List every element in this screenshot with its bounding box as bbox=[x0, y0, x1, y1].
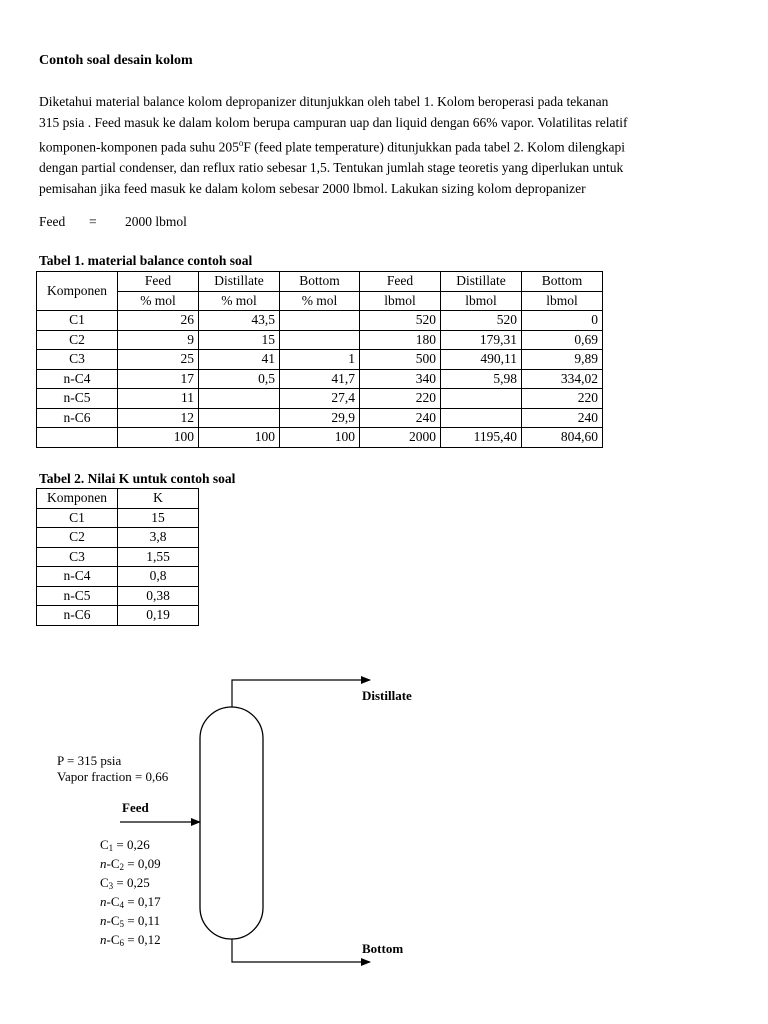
value-cell: 240 bbox=[360, 408, 441, 428]
table-row bbox=[37, 528, 199, 548]
k-value-cell: 15 bbox=[118, 508, 199, 528]
unit-header: % mol bbox=[280, 291, 360, 311]
value-cell: 0 bbox=[522, 311, 603, 331]
composition-prefix: n bbox=[100, 913, 107, 928]
table2-caption: Tabel 2. Nilai K untuk contoh soal bbox=[39, 471, 236, 486]
paragraph-line bbox=[39, 133, 729, 158]
composition-item bbox=[100, 932, 161, 951]
feed-amount bbox=[39, 214, 187, 230]
component-cell: n-C6 bbox=[37, 606, 118, 626]
feed-label: Feed bbox=[39, 214, 66, 229]
value-cell: 43,5 bbox=[199, 311, 280, 331]
equals-sign: = bbox=[89, 214, 97, 229]
composition-sub: 5 bbox=[119, 919, 124, 929]
paragraph-line: dengan partial condenser, dan reflux ratio sebesar 1,5. Tentukan jumlah stage teoretis yang diperlukan untuk bbox=[39, 160, 624, 175]
component-cell: n-C4 bbox=[37, 369, 118, 389]
distillation-column bbox=[200, 707, 263, 939]
value-cell: 240 bbox=[522, 408, 603, 428]
column-header: Bottom bbox=[280, 272, 360, 292]
degree-sign: o bbox=[238, 138, 244, 148]
table-row bbox=[37, 428, 603, 448]
unit-header: lbmol bbox=[522, 291, 603, 311]
table1-caption: Tabel 1. material balance contoh soal bbox=[39, 253, 253, 268]
composition-base: -C bbox=[106, 913, 120, 928]
column-header: Distillate bbox=[199, 272, 280, 292]
component-cell: C1 bbox=[37, 311, 118, 331]
composition-item bbox=[100, 913, 161, 932]
material-balance-table bbox=[36, 271, 603, 448]
composition-base: -C bbox=[106, 856, 120, 871]
unit-header: % mol bbox=[118, 291, 199, 311]
value-cell: 500 bbox=[360, 350, 441, 370]
component-cell: C3 bbox=[37, 547, 118, 567]
component-cell: n-C6 bbox=[37, 408, 118, 428]
composition-sub: 1 bbox=[108, 843, 114, 853]
value-cell bbox=[280, 330, 360, 350]
value-cell: 520 bbox=[360, 311, 441, 331]
page-title: Contoh soal desain kolom bbox=[39, 53, 193, 68]
table-row bbox=[37, 606, 199, 626]
column-header: Komponen bbox=[37, 489, 118, 509]
composition-base: C bbox=[100, 875, 109, 890]
composition-value: = 0,12 bbox=[124, 932, 161, 947]
composition-sub: 6 bbox=[119, 938, 124, 948]
k-value-table bbox=[36, 488, 199, 626]
paragraph-text: komponen-komponen pada suhu 205 bbox=[39, 139, 239, 155]
value-cell: 9 bbox=[118, 330, 199, 350]
value-cell: 220 bbox=[360, 389, 441, 409]
value-cell: 0,5 bbox=[199, 369, 280, 389]
value-cell: 41,7 bbox=[280, 369, 360, 389]
unit-header: lbmol bbox=[441, 291, 522, 311]
composition-prefix: n bbox=[100, 856, 107, 871]
composition-value: = 0,26 bbox=[113, 837, 150, 852]
value-cell: 490,11 bbox=[441, 350, 522, 370]
value-cell: 25 bbox=[118, 350, 199, 370]
bottom-label: Bottom bbox=[362, 941, 404, 956]
composition-item bbox=[100, 894, 161, 913]
composition-item bbox=[100, 837, 161, 856]
vapor-fraction-label: Vapor fraction = 0,66 bbox=[57, 769, 169, 784]
komponen-header: Komponen bbox=[37, 272, 118, 311]
value-cell: 15 bbox=[199, 330, 280, 350]
composition-item bbox=[100, 875, 161, 894]
column-header: Feed bbox=[118, 272, 199, 292]
value-cell: 1195,40 bbox=[441, 428, 522, 448]
composition-sub: 3 bbox=[108, 881, 114, 891]
value-cell: 1 bbox=[280, 350, 360, 370]
composition-value: = 0,09 bbox=[124, 856, 161, 871]
paragraph-line: Diketahui material balance kolom depropanizer ditunjukkan oleh tabel 1. Kolom beroperasi pada tekanan bbox=[39, 94, 609, 109]
unit-header: % mol bbox=[199, 291, 280, 311]
value-cell bbox=[280, 311, 360, 331]
paragraph-text: F (feed plate temperature) ditunjukkan pada tabel 2. Kolom dilengkapi bbox=[243, 139, 625, 155]
value-cell: 520 bbox=[441, 311, 522, 331]
table-row bbox=[37, 369, 603, 389]
k-value-cell: 0,8 bbox=[118, 567, 199, 587]
unit-header: lbmol bbox=[360, 291, 441, 311]
value-cell bbox=[441, 389, 522, 409]
value-cell: 11 bbox=[118, 389, 199, 409]
value-cell: 5,98 bbox=[441, 369, 522, 389]
composition-base: -C bbox=[106, 932, 120, 947]
value-cell: 0,69 bbox=[522, 330, 603, 350]
column-header: Bottom bbox=[522, 272, 603, 292]
paragraph-line: pemisahan jika feed masuk ke dalam kolom sebesar 2000 lbmol. Lakukan sizing kolom depropanizer bbox=[39, 180, 586, 196]
value-cell: 180 bbox=[360, 330, 441, 350]
k-value-cell: 0,38 bbox=[118, 586, 199, 606]
composition-value: = 0,11 bbox=[124, 913, 161, 928]
component-cell: C3 bbox=[37, 350, 118, 370]
value-cell: 100 bbox=[280, 428, 360, 448]
value-cell: 179,31 bbox=[441, 330, 522, 350]
component-cell: C2 bbox=[37, 528, 118, 548]
k-value-cell: 1,55 bbox=[118, 547, 199, 567]
composition-prefix: n bbox=[100, 894, 107, 909]
problem-statement bbox=[39, 92, 729, 199]
table-row bbox=[37, 567, 199, 587]
distillate-label: Distillate bbox=[362, 688, 412, 703]
column-header: Distillate bbox=[441, 272, 522, 292]
component-cell: n-C4 bbox=[37, 567, 118, 587]
value-cell: 2000 bbox=[360, 428, 441, 448]
value-cell: 100 bbox=[199, 428, 280, 448]
pressure-label: P = 315 psia bbox=[57, 753, 122, 768]
feed-composition bbox=[100, 837, 161, 951]
value-cell: 340 bbox=[360, 369, 441, 389]
value-cell bbox=[199, 389, 280, 409]
table-row bbox=[37, 586, 199, 606]
table-row bbox=[37, 508, 199, 528]
paragraph-line: 315 psia . Feed masuk ke dalam kolom berupa campuran uap dan liquid dengan 66% vapor. Volatilitas relatif bbox=[39, 114, 628, 130]
k-value-cell: 0,19 bbox=[118, 606, 199, 626]
table-row bbox=[37, 389, 603, 409]
column-header: K bbox=[118, 489, 199, 509]
composition-value: = 0,17 bbox=[124, 894, 161, 909]
composition-base: C bbox=[100, 837, 109, 852]
component-cell bbox=[37, 428, 118, 448]
table-row bbox=[37, 408, 603, 428]
value-cell: 220 bbox=[522, 389, 603, 409]
value-cell: 804,60 bbox=[522, 428, 603, 448]
composition-prefix: n bbox=[100, 932, 107, 947]
column-header: Feed bbox=[360, 272, 441, 292]
composition-sub: 4 bbox=[119, 900, 124, 910]
value-cell bbox=[441, 408, 522, 428]
value-cell: 26 bbox=[118, 311, 199, 331]
value-cell: 9,89 bbox=[522, 350, 603, 370]
value-cell: 29,9 bbox=[280, 408, 360, 428]
feed-label: Feed bbox=[122, 800, 149, 815]
value-cell: 17 bbox=[118, 369, 199, 389]
table-row bbox=[37, 547, 199, 567]
component-cell: n-C5 bbox=[37, 586, 118, 606]
composition-sub: 2 bbox=[119, 862, 124, 872]
value-cell: 334,02 bbox=[522, 369, 603, 389]
value-cell: 41 bbox=[199, 350, 280, 370]
k-value-cell: 3,8 bbox=[118, 528, 199, 548]
table-row bbox=[37, 311, 603, 331]
component-cell: C1 bbox=[37, 508, 118, 528]
composition-value: = 0,25 bbox=[113, 875, 150, 890]
component-cell: C2 bbox=[37, 330, 118, 350]
bottom-arrow bbox=[232, 939, 370, 962]
table-row bbox=[37, 330, 603, 350]
composition-item bbox=[100, 856, 161, 875]
value-cell: 12 bbox=[118, 408, 199, 428]
component-cell: n-C5 bbox=[37, 389, 118, 409]
composition-base: -C bbox=[106, 894, 120, 909]
table-row bbox=[37, 350, 603, 370]
value-cell bbox=[199, 408, 280, 428]
value-cell: 100 bbox=[118, 428, 199, 448]
value-cell: 27,4 bbox=[280, 389, 360, 409]
distillate-arrow bbox=[232, 680, 370, 707]
feed-value: 2000 lbmol bbox=[125, 214, 187, 229]
